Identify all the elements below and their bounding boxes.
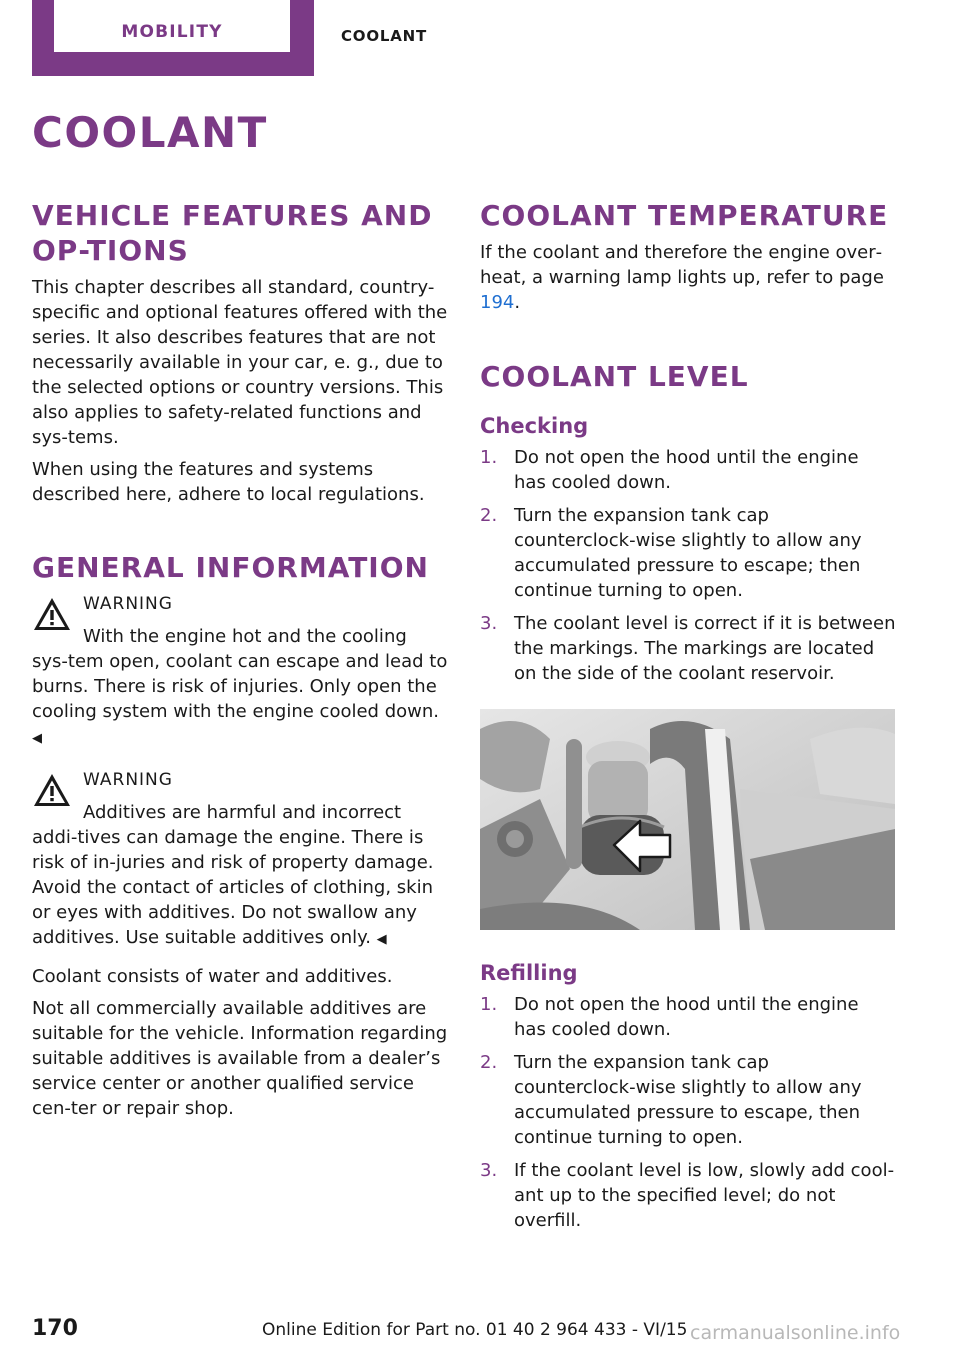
page-title: COOLANT [32, 108, 268, 157]
watermark: carmanualsonline.info [690, 1322, 901, 1344]
right-column [480, 198, 896, 1233]
checking-subheading: Checking [480, 414, 589, 438]
warning-text: Additives are harmful and incorrect addi‐tives can damage the engine. There is risk of in‐juries and risk of property damage. Avoid the contact of articles of clothing, skin or eyes with additives. Do not swallow any additives. Use suitable additives only. ◀ [32, 802, 434, 948]
vehicle-features-paragraph-2: When using the features and systems described here, adhere to local regulations. [32, 459, 425, 505]
list-item: 3. The coolant level is correct if it is between the markings. The markings are located on the side of the coolant reservoir. [480, 613, 896, 684]
checking-steps [480, 445, 896, 686]
warning-label: WARNING [83, 770, 173, 790]
vehicle-features-heading: VEHICLE FEATURES AND OP‐TIONS [32, 199, 433, 267]
end-mark: ◀ [376, 932, 387, 947]
warning-box-hot-engine [32, 592, 448, 751]
list-item: 1. Do not open the hood until the engine has cooled down. [480, 447, 859, 493]
warning-triangle-icon [32, 596, 72, 632]
refilling-subheading: Refilling [480, 961, 578, 985]
coolant-level-heading: COOLANT LEVEL [480, 360, 749, 393]
coolant-temperature-heading: COOLANT TEMPERATURE [480, 199, 889, 232]
list-item: 3. If the coolant level is low, slowly add cool‐ant up to the specified level; do not overfill. [480, 1160, 895, 1231]
page-number: 170 [32, 1316, 78, 1341]
list-item: 2. Turn the expansion tank cap counterclock‐wise slightly to allow any accumulated pressure to escape, then continue turning to open. [480, 1052, 862, 1148]
list-item: 1. Do not open the hood until the engine has cooled down. [480, 994, 859, 1040]
page-reference-link[interactable]: 194 [480, 292, 515, 313]
edition-note: Online Edition for Part no. 01 40 2 964 433 - VI/15 [262, 1320, 688, 1340]
refilling-steps [480, 992, 896, 1233]
general-information-heading: GENERAL INFORMATION [32, 551, 429, 584]
vehicle-features-paragraph-1: This chapter describes all standard, country-specific and optional features offered with the series. It also describes features that are not necessarily available in your car, e. g., due to the selected options or country versions. This also applies to safety-related functions and sys‐tems. [32, 277, 448, 448]
list-item: 2. Turn the expansion tank cap counterclock‐wise slightly to allow any accumulated pressure to escape; then continue turning to open. [480, 505, 862, 601]
warning-box-additives [32, 768, 448, 952]
warning-label: WARNING [83, 594, 173, 614]
general-paragraph-1: Coolant consists of water and additives. [32, 966, 393, 987]
coolant-temperature-text: If the coolant and therefore the engine over‐heat, a warning lamp lights up, refer to page 194. [480, 242, 884, 313]
coolant-reservoir-image [480, 709, 895, 930]
left-column [32, 198, 448, 1121]
warning-text: With the engine hot and the cooling sys‐tem open, coolant can escape and lead to burns. There is risk of injuries. Only open the cooling system with the engine cooled down. ◀ [32, 626, 448, 746]
end-mark: ◀ [32, 731, 42, 746]
engine-bay-illustration [480, 709, 895, 930]
breadcrumb: COOLANT [341, 27, 428, 45]
section-tab-label: MOBILITY [121, 22, 223, 42]
general-paragraph-2: Not all commercially available additives are suitable for the vehicle. Information regarding suitable additives is available from a dealer’s service center or another qualified service cen‐ter or repair shop. [32, 998, 448, 1119]
warning-triangle-icon [32, 772, 72, 808]
